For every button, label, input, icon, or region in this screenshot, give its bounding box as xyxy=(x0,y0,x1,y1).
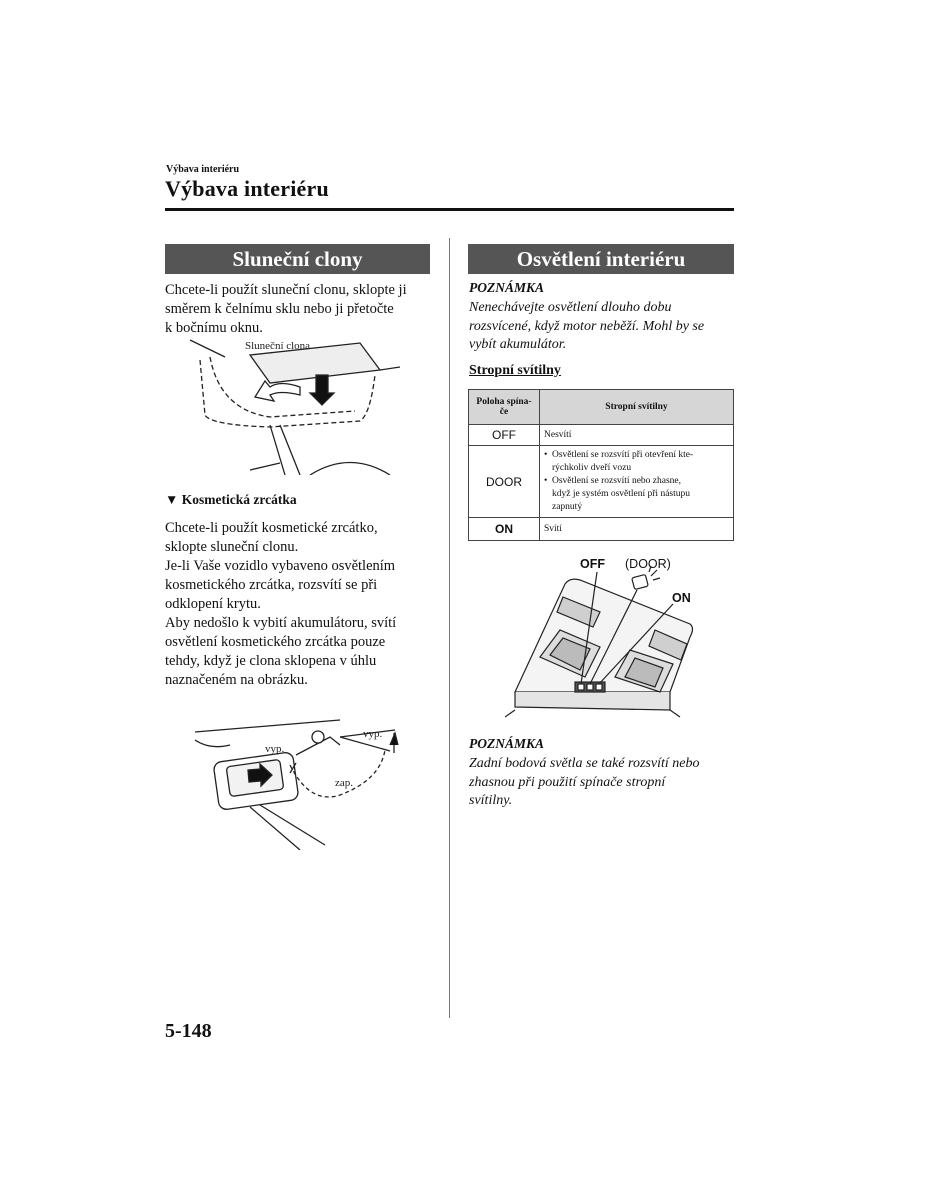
bullet-text xyxy=(552,475,690,514)
vanity-mirror-body xyxy=(165,519,435,690)
door-icon xyxy=(632,574,649,589)
sun-visor-intro xyxy=(165,281,435,338)
pillar-line xyxy=(260,805,325,845)
bullet-icon: • xyxy=(544,476,548,486)
text-line: svítilny. xyxy=(469,793,513,808)
note-text-2 xyxy=(469,755,739,811)
triangle-down-icon: ▼ xyxy=(165,492,179,507)
section-title-interior-lights-text: Osvětlení interiéru xyxy=(516,246,686,271)
sun-visor-label: Sluneční clona xyxy=(245,340,311,352)
pillar-line xyxy=(250,807,300,850)
text-line: směrem k čelnímu sklu nebo ji přetočte xyxy=(165,301,394,317)
text-line: zhasnou při použití spínače stropní xyxy=(469,774,666,790)
overhead-console-figure xyxy=(505,552,705,722)
off-label: OFF xyxy=(580,557,605,571)
text-line: vybít akumulátor. xyxy=(469,337,567,352)
vanity-mirror-heading xyxy=(165,490,297,509)
text-line: Zadní bodová světla se také rozsvítí nebo xyxy=(469,756,700,771)
table-row xyxy=(469,425,734,446)
text-line: tehdy, když je clona sklopena v úhlu xyxy=(165,653,377,669)
windshield-edge-line xyxy=(190,340,225,357)
switch-door-button[interactable] xyxy=(587,684,593,690)
door-label: (DOOR) xyxy=(625,557,671,571)
text-line: zapnutý xyxy=(552,502,583,512)
note-text-1 xyxy=(469,299,739,355)
steering-wheel-arc xyxy=(310,463,390,476)
description-off: Nesvítí xyxy=(540,425,734,446)
angle-arc xyxy=(290,750,385,797)
off-label-1: vyp. xyxy=(265,743,285,755)
running-header: Výbava interiéru xyxy=(166,164,240,175)
position-off: OFF xyxy=(469,425,540,446)
sun-visor-figure xyxy=(190,335,430,475)
description-door xyxy=(540,446,734,518)
text-line: naznačeném na obrázku. xyxy=(165,672,308,688)
bullet-icon: • xyxy=(544,450,548,460)
table-row xyxy=(469,446,734,518)
vanity-mirror-heading-text: Kosmetická zrcátka xyxy=(181,492,297,507)
header-line: Poloha spína- xyxy=(476,397,532,407)
arrow-down-icon xyxy=(310,375,334,405)
bullet-item xyxy=(544,475,729,514)
dash-line xyxy=(250,463,280,470)
switch-on-button[interactable] xyxy=(596,684,602,690)
table-header-lights: Stropní svítilny xyxy=(540,390,734,425)
text-line: když je systém osvětlení při nástupu xyxy=(552,489,690,499)
section-title-interior-lights xyxy=(468,244,734,274)
table-header-position xyxy=(469,390,540,425)
headliner-edge xyxy=(195,740,230,747)
overhead-lights-subheading: Stropní svítilny xyxy=(469,363,561,378)
trim-line xyxy=(670,710,680,717)
note-heading-1: POZNÁMKA xyxy=(469,280,545,295)
page-number: 5-148 xyxy=(165,1020,212,1042)
text-line: Chcete-li použít kosmetické zrcátko, xyxy=(165,520,378,536)
console-front xyxy=(515,692,670,710)
section-title-sun-visors-text: Sluneční clony xyxy=(232,246,363,271)
overhead-lights-table xyxy=(468,389,734,541)
off-label-2: vyp. xyxy=(363,728,383,740)
vanity-mirror-figure xyxy=(190,715,410,850)
text-line: Nenechávejte osvětlení dlouho dobu xyxy=(469,300,672,315)
text-line: Osvětlení se rozsvítí při otevření kte- xyxy=(552,450,694,460)
description-on: Svítí xyxy=(540,518,734,541)
text-line: odklopení krytu. xyxy=(165,596,261,612)
position-door: DOOR xyxy=(469,446,540,518)
page-title: Výbava interiéru xyxy=(165,176,329,201)
column-divider xyxy=(449,238,450,1018)
visor-clip xyxy=(312,731,324,743)
bullet-text xyxy=(552,449,693,475)
switch-off-button[interactable] xyxy=(578,684,584,690)
table-row xyxy=(469,518,734,541)
note-heading-2: POZNÁMKA xyxy=(469,736,545,751)
section-title-sun-visors xyxy=(165,244,430,274)
on-label: ON xyxy=(672,591,691,605)
trim-line xyxy=(505,710,515,717)
text-line: k bočnímu oknu. xyxy=(165,320,263,336)
text-line: Chcete-li použít sluneční clonu, sklopte ji xyxy=(165,282,407,298)
text-line: kosmetického zrcátka, rozsvítí se při xyxy=(165,577,378,593)
text-line: osvětlení kosmetického zrcátka pouze xyxy=(165,634,386,650)
text-line: Je-li Vaše vozidlo vybaveno osvětlením xyxy=(165,558,396,574)
text-line: rýchkoliv dveří vozu xyxy=(552,463,632,473)
roofline xyxy=(380,367,400,370)
text-line: sklopte sluneční clonu. xyxy=(165,539,299,555)
on-label: zap. xyxy=(335,777,354,789)
position-on: ON xyxy=(469,518,540,541)
table-header-row xyxy=(469,390,734,425)
header-line: če xyxy=(499,407,509,417)
text-line: Aby nedošlo k vybití akumulátoru, svítí xyxy=(165,615,397,631)
text-line: rozsvícené, když motor neběží. Mohl by se xyxy=(469,318,705,334)
arrow-rotate-icon xyxy=(255,381,300,401)
bullet-item xyxy=(544,449,729,475)
arrow-up-icon xyxy=(390,733,398,745)
headliner-line xyxy=(195,720,340,732)
text-line: Osvětlení se rozsvítí nebo zhasne, xyxy=(552,476,682,486)
title-rule xyxy=(165,208,734,211)
